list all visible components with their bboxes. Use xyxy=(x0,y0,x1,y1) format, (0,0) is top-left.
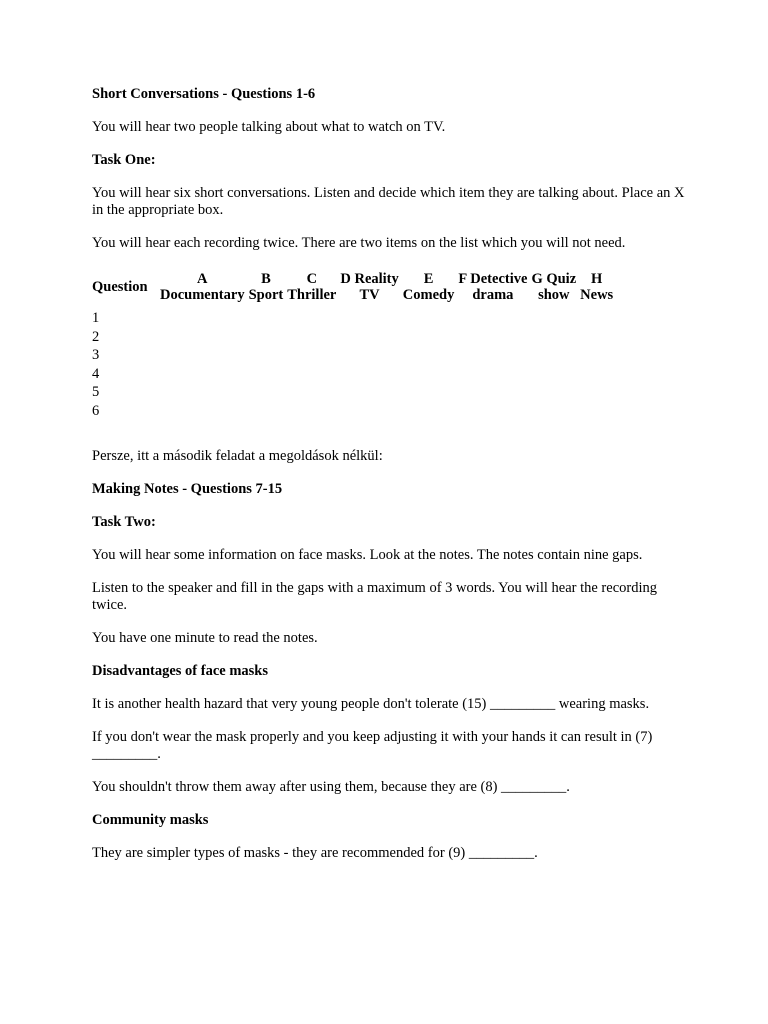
table-row xyxy=(92,383,615,402)
column-b: B Sport xyxy=(248,271,284,303)
column-h: H News xyxy=(580,271,614,303)
task-one-note: You will hear each recording twice. There are two items on the list which you will not need. xyxy=(92,235,626,251)
task-one-label: Task One: xyxy=(92,152,156,168)
task-two-listen: Listen to the speaker and fill in the gaps with a maximum of 3 words. You will hear the recording twice. xyxy=(92,580,657,613)
task-one-instruction: You will hear six short conversations. Listen and decide which item they are talking about. Place an X in the appropriate box. xyxy=(92,185,685,218)
row-number: 1 xyxy=(92,310,100,327)
gap-item-15: It is another health hazard that very young people don't tolerate (15) _________ wearing masks. xyxy=(92,696,650,712)
column-f: F Detective drama xyxy=(458,271,528,303)
gap-item-9: They are simpler types of masks - they are recommended for (9) _________. xyxy=(92,845,538,861)
document-page xyxy=(92,86,692,862)
answer-grid xyxy=(92,271,615,420)
transition-text: Persze, itt a második feladat a megoldások nélkül: xyxy=(92,448,383,464)
answer-grid-header xyxy=(92,271,615,307)
section2-title: Making Notes - Questions 7-15 xyxy=(92,481,283,497)
heading-disadvantages: Disadvantages of face masks xyxy=(92,663,269,679)
row-number: 2 xyxy=(92,328,100,345)
heading-community: Community masks xyxy=(92,812,209,828)
section1-title: Short Conversations - Questions 1-6 xyxy=(92,86,316,102)
question-header: Question xyxy=(92,279,148,295)
column-c: C Thriller xyxy=(287,271,337,303)
task-two-label: Task Two: xyxy=(92,514,156,530)
row-number: 5 xyxy=(92,384,100,401)
column-e: E Comedy xyxy=(402,271,455,303)
column-d: D Reality TV xyxy=(340,271,399,303)
table-row xyxy=(92,346,615,365)
column-g: G Quiz show xyxy=(531,271,577,303)
row-number: 6 xyxy=(92,402,100,419)
gap-item-8: You shouldn't throw them away after using them, because they are (8) _________. xyxy=(92,779,570,795)
table-row xyxy=(92,402,615,421)
column-a: A Documentary xyxy=(160,271,245,303)
task-two-read-time: You have one minute to read the notes. xyxy=(92,630,318,646)
table-row xyxy=(92,328,615,347)
row-number: 3 xyxy=(92,347,100,364)
row-number: 4 xyxy=(92,365,100,382)
gap-item-7: If you don't wear the mask properly and you keep adjusting it with your hands it can result in (7) _________. xyxy=(92,729,653,762)
task-two-instruction: You will hear some information on face masks. Look at the notes. The notes contain nine gaps. xyxy=(92,547,643,563)
table-row xyxy=(92,307,615,328)
table-row xyxy=(92,365,615,384)
section1-intro: You will hear two people talking about what to watch on TV. xyxy=(92,119,446,135)
